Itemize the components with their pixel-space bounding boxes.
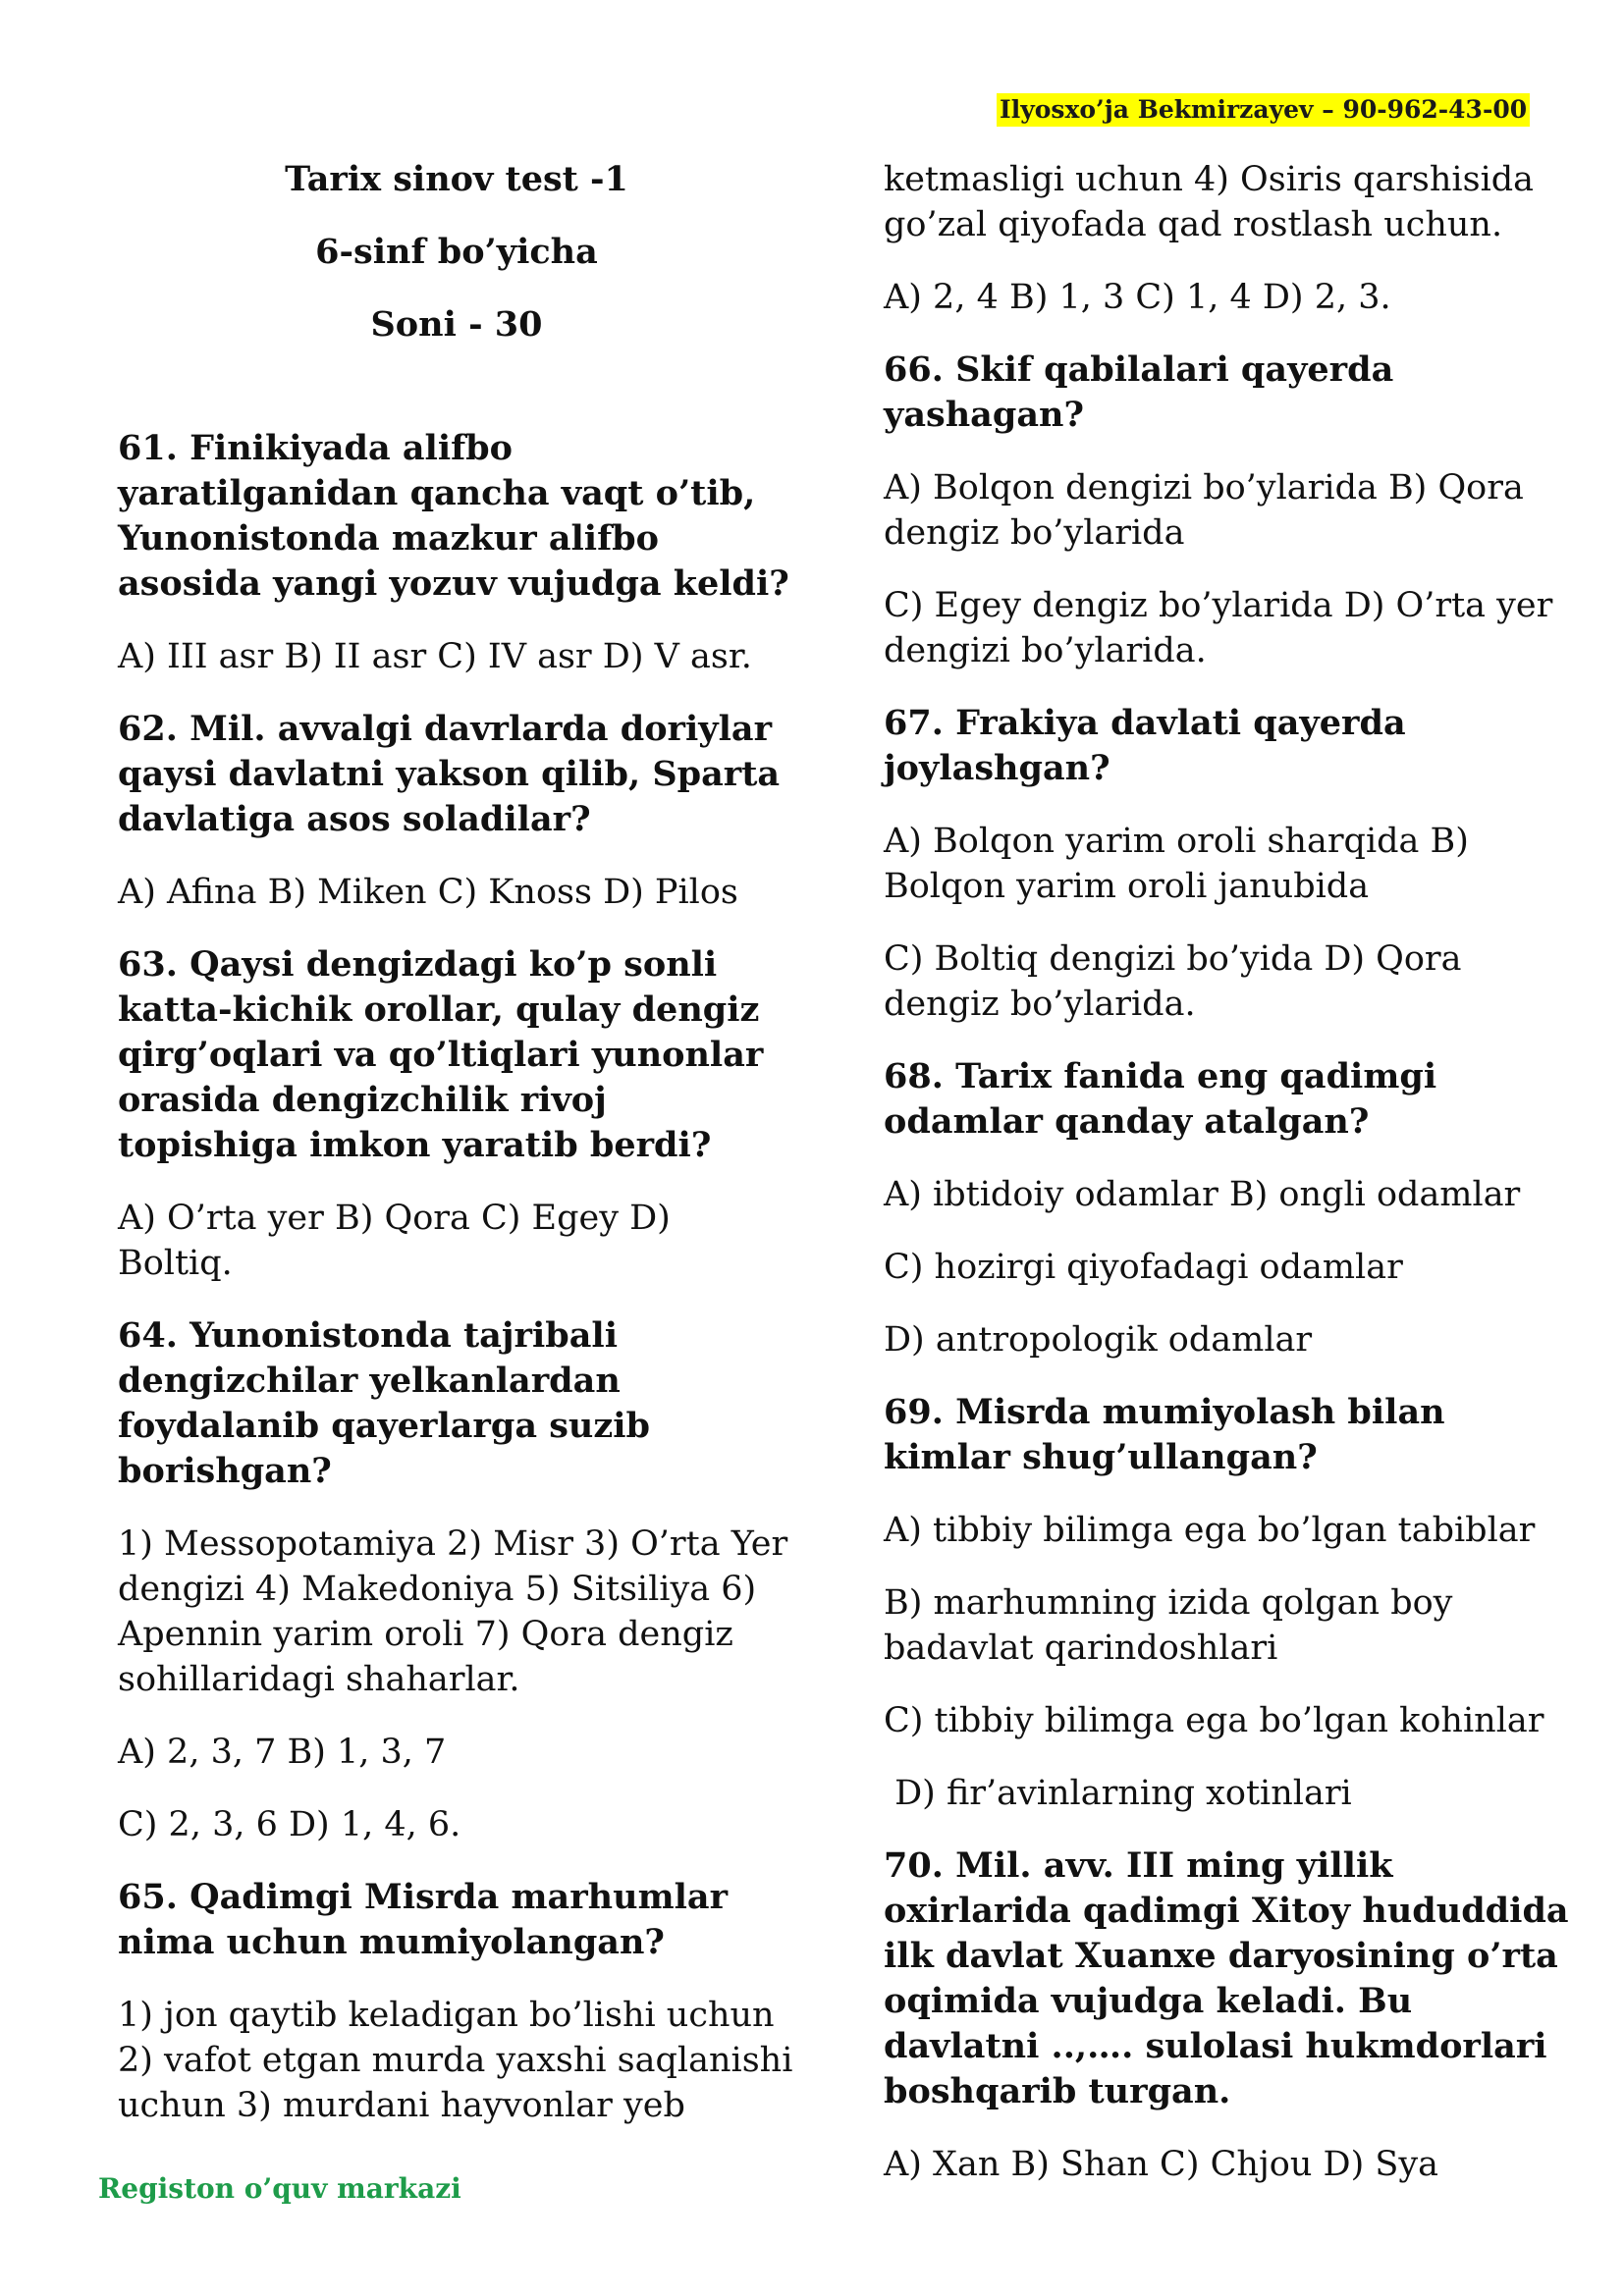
- answers-67-cd: C) Boltiq dengizi bo’yida D) Qora dengiz bo’ylarida.: [884, 939, 1462, 1024]
- answers-70: A) Xan B) Shan C) Chjou D) Sya: [884, 2145, 1438, 2184]
- answers-63: A) O’rta yer B) Qora C) Egey D) Boltiq.: [118, 1199, 671, 1283]
- author-header: Ilyosxo’ja Bekmirzayev – 90-962-43-00: [997, 93, 1530, 127]
- test-title-block: [118, 157, 795, 347]
- answers-64-ab: A) 2, 3, 7 B) 1, 3, 7: [118, 1733, 447, 1772]
- answers-69-a: A) tibbiy bilimga ega bo’lgan tabiblar: [884, 1511, 1536, 1550]
- options-65: 1) jon qaytib keladigan bo’lishi uchun 2) vafot etgan murda yaxshi saqlanishi uchun 3) murdani hayvonlar yeb: [118, 1996, 793, 2125]
- answers-64-cd: C) 2, 3, 6 D) 1, 4, 6.: [118, 1805, 461, 1844]
- options-64: 1) Messopotamiya 2) Misr 3) O’rta Yer dengizi 4) Makedoniya 5) Sitsiliya 6) Apennin yarim oroli 7) Qora dengiz sohillaridagi shaharlar.: [118, 1524, 788, 1699]
- question-66: 66. Skif qabilalari qayerda yashagan?: [884, 349, 1394, 435]
- question-65: 65. Qadimgi Misrda marhumlar nima uchun mumiyolangan?: [118, 1877, 729, 1962]
- question-61: 61. Finikiyada alifbo yaratilganidan qancha vaqt o’tib, Yunonistonda mazkur alifbo asosida yangi yozuv vujudga keldi?: [118, 428, 789, 604]
- answers-68-ab: A) ibtidoiy odamlar B) ongli odamlar: [884, 1175, 1521, 1214]
- left-column: [118, 157, 795, 2128]
- answers-66-cd: C) Egey dengiz bo’ylarida D) O’rta yer dengizi bo’ylarida.: [884, 586, 1553, 670]
- test-title: Tarix sinov test -1: [285, 159, 628, 199]
- grade-label: 6-sinf bo’yicha: [315, 232, 598, 272]
- answers-68-c: C) hozirgi qiyofadagi odamlar: [884, 1248, 1403, 1287]
- answers-67-ab: A) Bolqon yarim oroli sharqida B) Bolqon yarim oroli janubida: [884, 822, 1469, 906]
- answers-61: A) III asr B) II asr C) IV asr D) V asr.: [118, 637, 752, 676]
- answers-68-d: D) antropologik odamlar: [884, 1320, 1313, 1360]
- right-column: [884, 157, 1571, 2215]
- options-65-continued: ketmasligi uchun 4) Osiris qarshisida go’zal qiyofada qad rostlash uchun.: [884, 160, 1535, 244]
- question-70: 70. Mil. avv. III ming yillik oxirlarida qadimgi Xitoy hududdida ilk davlat Xuanxe daryosining o’rta oqimida vujudga keladi. Bu davlatni ..,…. sulolasi hukmdorlari boshqarib turgan.: [884, 1845, 1569, 2111]
- question-63: 63. Qaysi dengizdagi ko’p sonli katta-kichik orollar, qulay dengiz qirg’oqlari va qo’ltiqlari yunonlar orasida dengizchilik rivoj topishiga imkon yaratib berdi?: [118, 944, 764, 1165]
- answers-65: A) 2, 4 B) 1, 3 C) 1, 4 D) 2, 3.: [884, 278, 1391, 317]
- question-count: Soni - 30: [370, 304, 543, 345]
- answers-69-b: B) marhumning izida qolgan boy badavlat qarindoshlari: [884, 1583, 1453, 1668]
- question-68: 68. Tarix fanida eng qadimgi odamlar qanday atalgan?: [884, 1056, 1437, 1142]
- answers-69-c: C) tibbiy bilimga ega bo’lgan kohinlar: [884, 1701, 1544, 1740]
- question-67: 67. Frakiya davlati qayerda joylashgan?: [884, 703, 1406, 788]
- question-69: 69. Misrda mumiyolash bilan kimlar shug’ullangan?: [884, 1392, 1445, 1477]
- question-64: 64. Yunonistonda tajribali dengizchilar yelkanlardan foydalanib qayerlarga suzib borishgan?: [118, 1315, 651, 1491]
- question-62: 62. Mil. avvalgi davrlarda doriylar qaysi davlatni yakson qilib, Sparta davlatiga asos soladilar?: [118, 709, 781, 839]
- answers-66-ab: A) Bolqon dengizi bo’ylarida B) Qora dengiz bo’ylarida: [884, 468, 1524, 553]
- answers-69-d: D) fir’avinlarning xotinlari: [884, 1774, 1352, 1813]
- answers-62: A) Afina B) Miken C) Knoss D) Pilos: [118, 873, 738, 912]
- footer-center-name: Registon o’quv markazi: [98, 2172, 461, 2205]
